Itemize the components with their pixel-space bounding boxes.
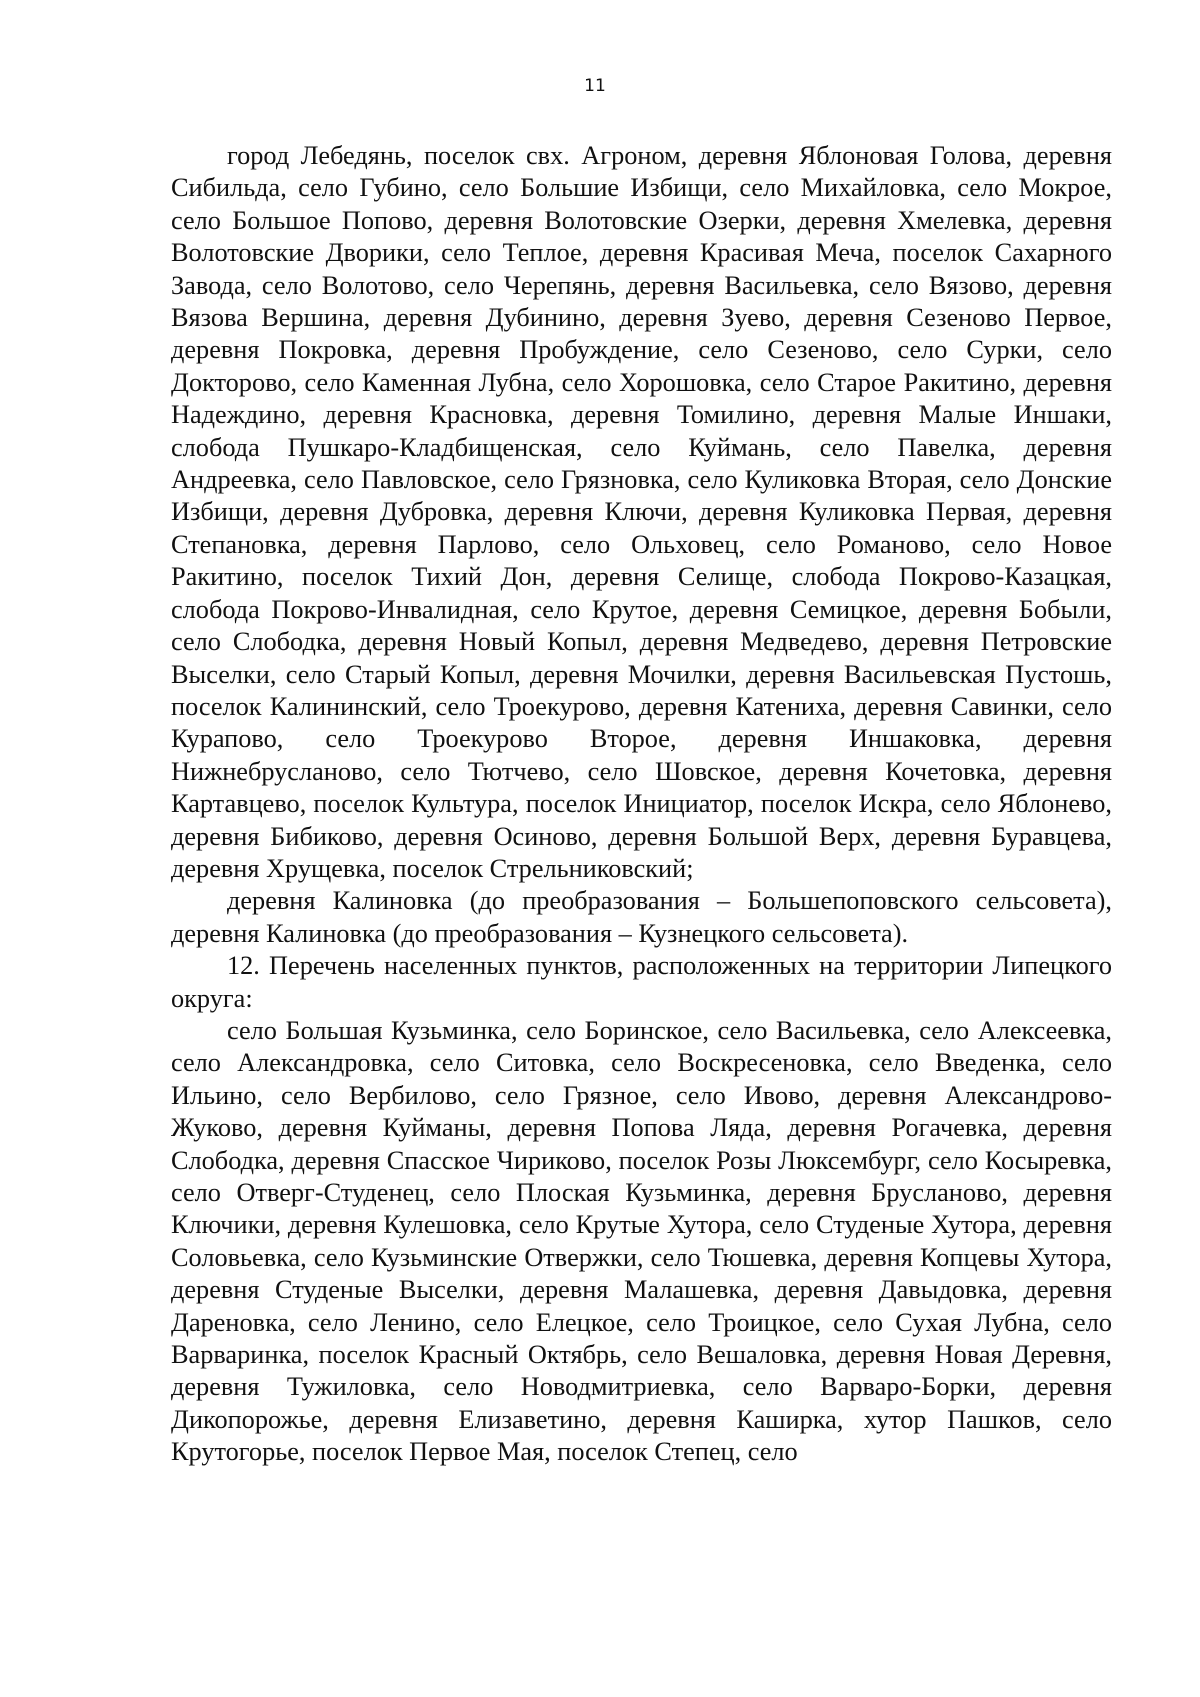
paragraph-lipetsk-settlements: село Большая Кузьминка, село Боринское, село Васильевка, село Алексеевка, село Александровка, село Ситовка, село Воскресеновка, село Введенка, село Ильино, село Вербилово, село Грязное, село Ивово, деревня Александрово-Жуково, деревня Куйманы, деревня Попова Ляда, деревня Рогачевка, деревня Слободка, деревня Спасское Чириково, поселок Розы Люксембург, село Косыревка, село Отверг-Студенец, село Плоская Кузьминка, деревня Брусланово, деревня Ключики, деревня Кулешовка, село Крутые Хутора, село Студеные Хутора, деревня Соловьевка, село Кузьминские Отвержки, село Тюшевка, деревня Копцевы Хутора, деревня Студеные Выселки, деревня Малашевка, деревня Давыдовка, деревня Дареновка, село Ленино, село Елецкое, село Троицкое, село Сухая Лубна, село Варваринка, поселок Красный Октябрь, село Вешаловка, деревня Новая Деревня, деревня Тужиловка, село Новодмитриевка, село Варваро-Борки, деревня Дикопорожье, деревня Елизаветино, деревня Каширка, хутор Пашков, село Крутогорье, поселок Первое Мая, поселок Степец, село [171, 1015, 1112, 1467]
paragraph-lebedyan-settlements: город Лебедянь, поселок свх. Агроном, деревня Яблоновая Голова, деревня Сибильда, село Губино, село Большие Избищи, село Михайловка, село Мокрое, село Большое Попово, деревня Волотовские Озерки, деревня Хмелевка, деревня Волотовские Дворики, село Теплое, деревня Красивая Меча, поселок Сахарного Завода, село Волотово, село Черепянь, деревня Васильевка, село Вязово, деревня Вязова Вершина, деревня Дубинино, деревня Зуево, деревня Сезеново Первое, деревня Покровка, деревня Пробуждение, село Сезеново, село Сурки, село Докторово, село Каменная Лубна, село Хорошовка, село Старое Ракитино, деревня Надеждино, деревня Красновка, деревня Томилино, деревня Малые Иншаки, слобода Пушкаро-Кладбищенская, село Куймань, село Павелка, деревня Андреевка, село Павловское, село Грязновка, село Куликовка Вторая, село Донские Избищи, деревня Дубровка, деревня Ключи, деревня Куликовка Первая, деревня Степановка, деревня Парлово, село Ольховец, село Романово, село Новое Ракитино, поселок Тихий Дон, деревня Селище, слобода Покрово-Казацкая, слобода Покрово-Инвалидная, село Крутое, деревня Семицкое, деревня Бобыли, село Слободка, деревня Новый Копыл, деревня Медведево, деревня Петровские Выселки, село Старый Копыл, деревня Мочилки, деревня Васильевская Пустошь, поселок Калининский, село Троекурово, деревня Катениха, деревня Савинки, село Курапово, село Троекурово Второе, деревня Иншаковка, деревня Нижнебрусланово, село Тютчево, село Шовское, деревня Кочетовка, деревня Картавцево, поселок Культура, поселок Инициатор, поселок Искра, село Яблонево, деревня Бибиково, деревня Осиново, деревня Большой Верх, деревня Буравцева, деревня Хрущевка, поселок Стрельниковский; [171, 141, 1112, 883]
paragraph-kalinovka: деревня Калиновка (до преобразования – Большепоповского сельсовета), деревня Калиновка (до преобразования – Кузнецкого сельсовета). [171, 886, 1112, 948]
paragraph-lipetsk-heading: 12. Перечень населенных пунктов, расположенных на территории Липецкого округа: [171, 951, 1112, 1013]
document-body [171, 140, 1112, 1469]
page-number: 11 [584, 76, 606, 96]
